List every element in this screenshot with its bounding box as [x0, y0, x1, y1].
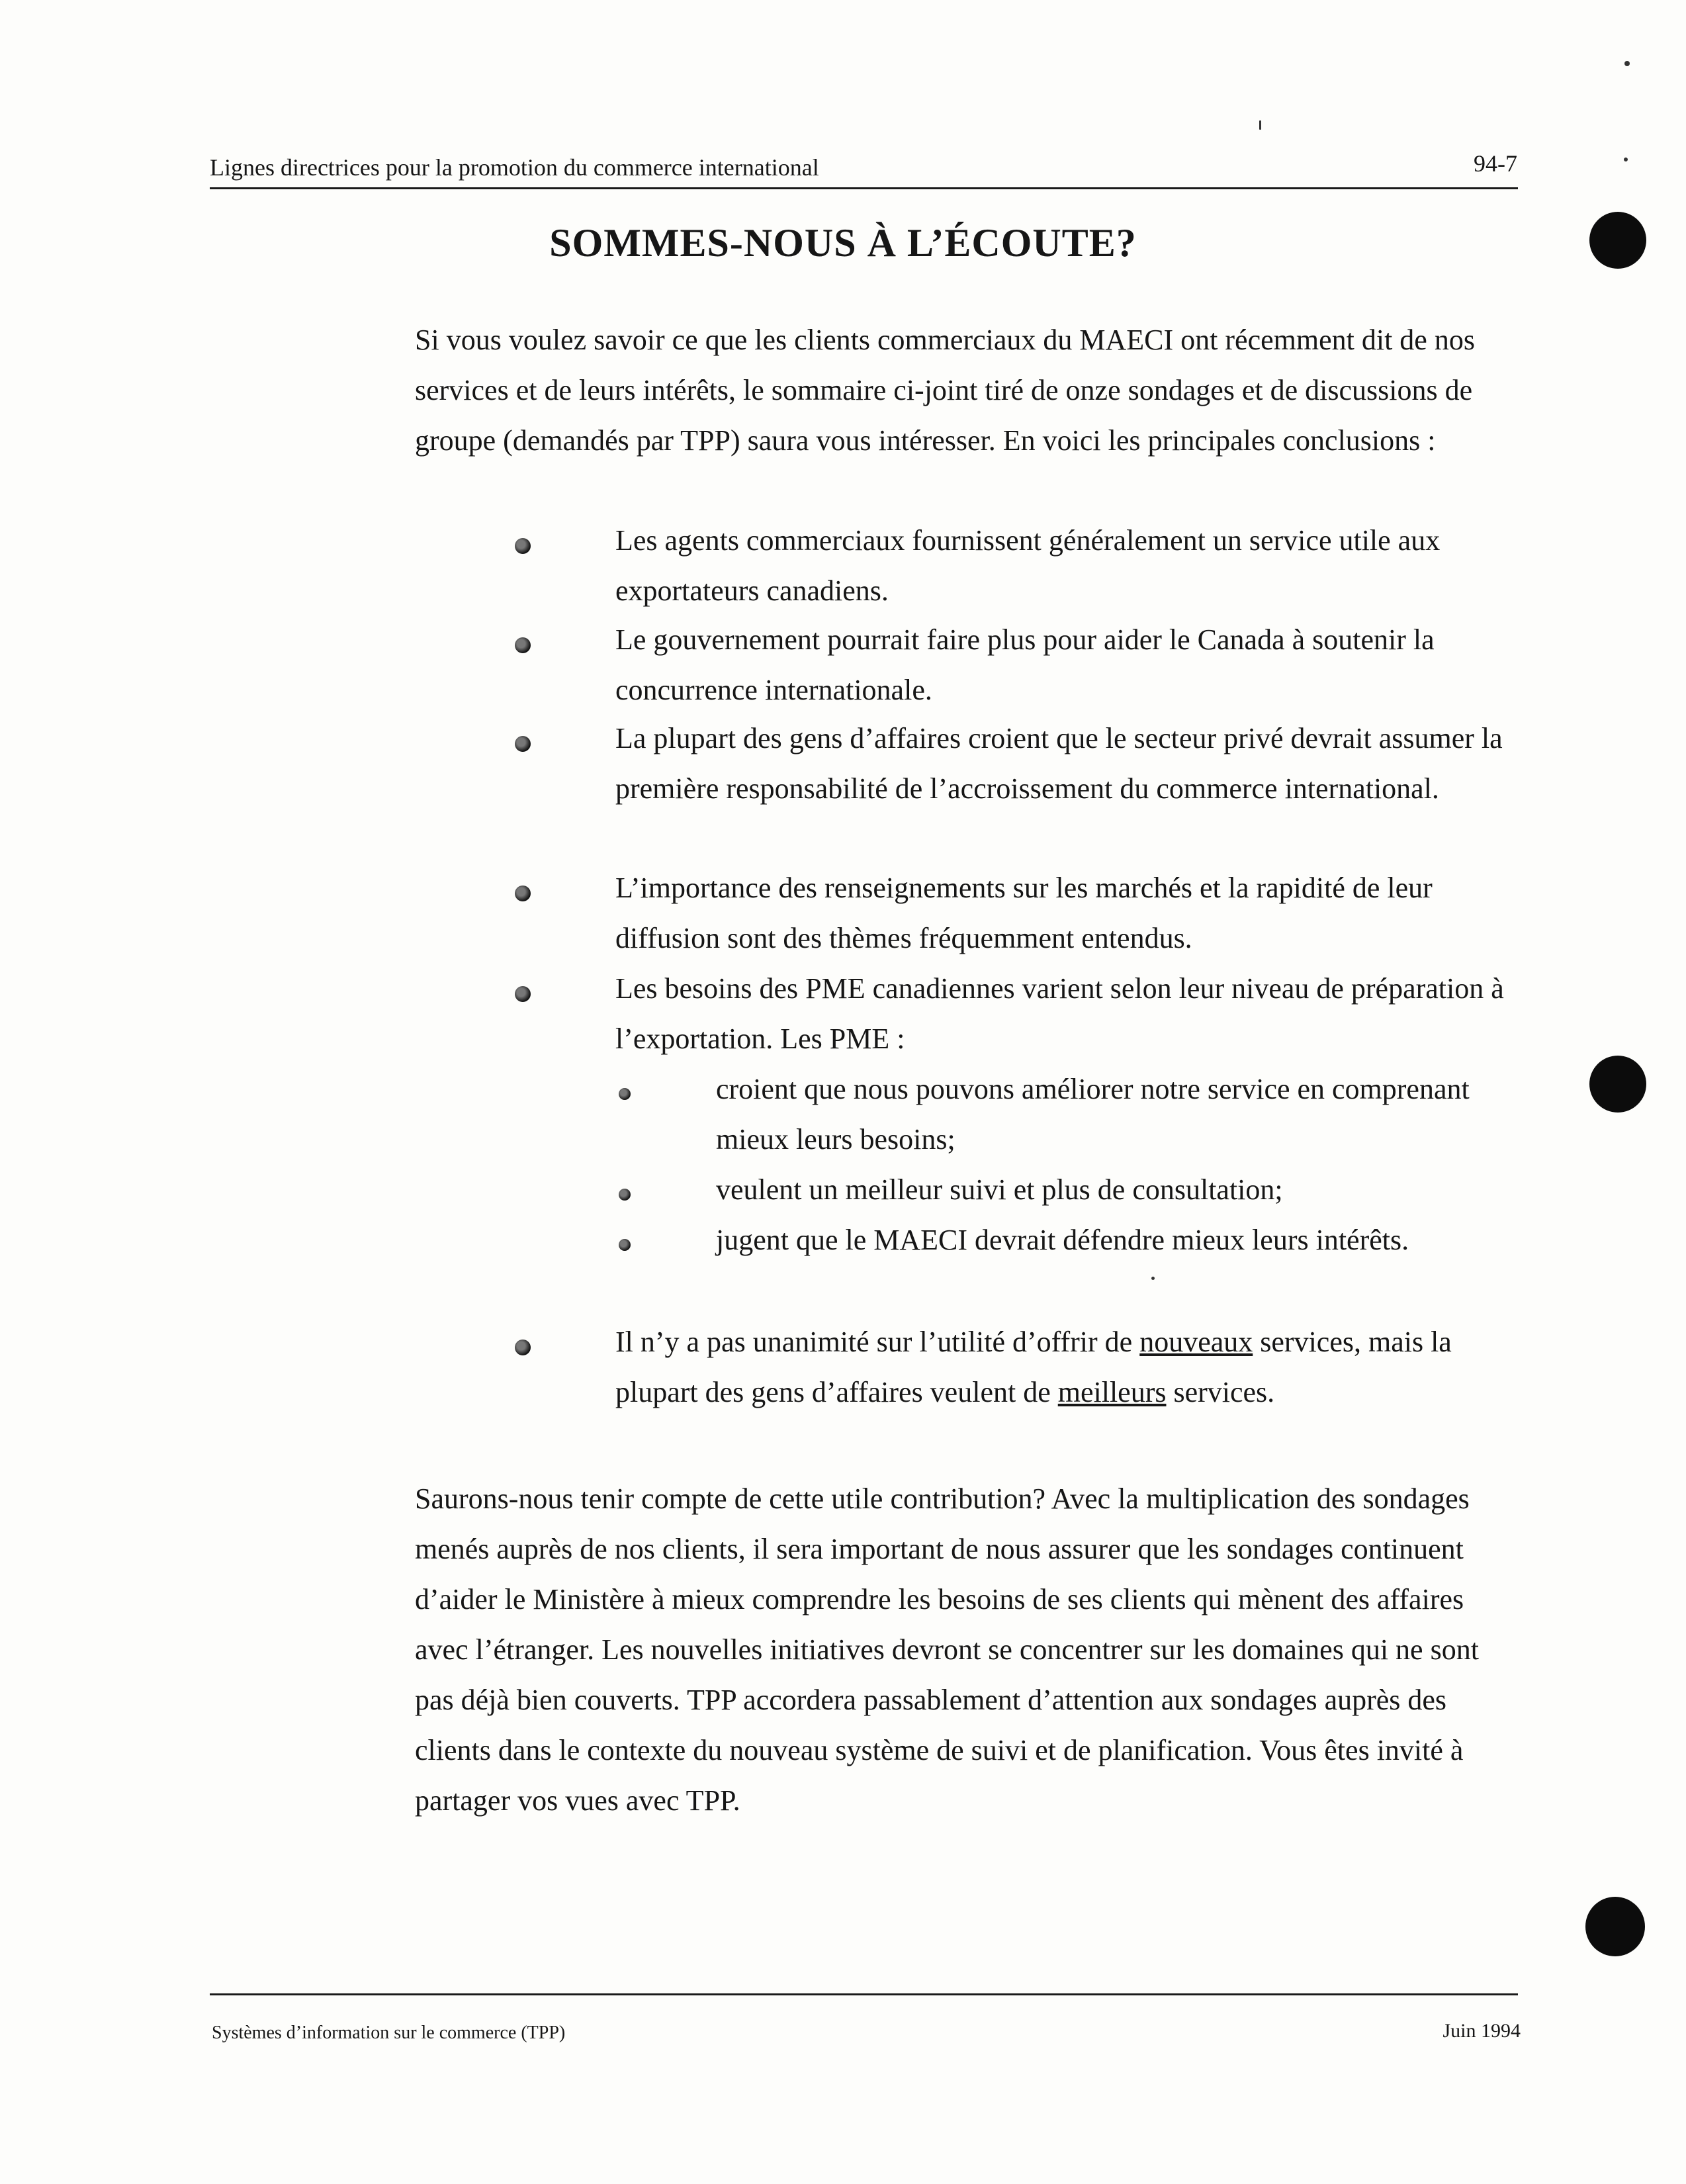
sub-bullet-icon: [619, 1088, 631, 1100]
scan-speck: [1151, 1277, 1155, 1280]
bullet-icon: [515, 886, 531, 901]
punch-hole: [1585, 1897, 1645, 1956]
footer-rule: [210, 1993, 1518, 1995]
header-rule: [210, 187, 1518, 189]
sub-list-item: jugent que le MAECI devrait défendre mieux leurs intérêts.: [716, 1224, 1409, 1256]
closing-paragraph: Saurons-nous tenir compte de cette utile contribution? Avec la multiplication des sondages menés auprès de nos clients, il sera important de nous assurer que les sondages continuent d’aider le Ministère à mieux comprendre les besoins de ses clients qui mènent des affaires avec l’étranger. Les nouvelles initiatives devront se concentrer sur les domaines qui ne sont pas déjà bien couverts. TPP accordera passablement d’attention aux sondages auprès des clients dans le contexte du nouveau système de suivi et de planification. Vous êtes invité à partager vos vues avec TPP.: [415, 1482, 1479, 1817]
footer-date: Juin 1994: [1442, 2020, 1521, 2042]
list-item: [615, 1317, 1515, 1418]
list-item: Les besoins des PME canadiennes varient selon leur niveau de préparation à l’exportation. Les PME :: [615, 972, 1504, 1055]
list-item: Le gouvernement pourrait faire plus pour aider le Canada à soutenir la concurrence internationale.: [615, 623, 1435, 706]
bullet-icon: [515, 986, 531, 1002]
page-title: SOMMES-NOUS À L’ÉCOUTE?: [549, 221, 1137, 265]
underlined-word: meilleurs: [1057, 1376, 1167, 1408]
bullet-icon: [515, 736, 531, 752]
list-item-text: Il n’y a pas unanimité sur l’utilité d’offrir de: [615, 1326, 1140, 1358]
sub-list-item: croient que nous pouvons améliorer notre service en comprenant mieux leurs besoins;: [716, 1073, 1470, 1156]
scan-speck: [1624, 158, 1628, 161]
list-item-text: services, mais la plupart des gens d’affaires veulent de: [615, 1326, 1452, 1408]
list-item: La plupart des gens d’affaires croient que le secteur privé devrait assumer la première responsabilité de l’accroissement du commerce international.: [615, 722, 1503, 805]
bullet-icon: [515, 1340, 531, 1355]
punch-hole: [1589, 1056, 1646, 1113]
underlined-word: nouveaux: [1139, 1326, 1253, 1358]
scan-speck: [1259, 120, 1261, 130]
running-header-title: Lignes directrices pour la promotion du commerce international: [210, 154, 819, 181]
sub-bullet-icon: [619, 1239, 631, 1251]
bullet-icon: [515, 637, 531, 653]
list-item: L’importance des renseignements sur les marchés et la rapidité de leur diffusion sont des thèmes fréquemment entendus.: [615, 872, 1433, 954]
list-item-text: services.: [1166, 1376, 1275, 1408]
scan-speck: [1624, 61, 1630, 66]
bullet-icon: [515, 538, 531, 554]
sub-bullet-icon: [619, 1189, 631, 1201]
footer-department: Systèmes d’information sur le commerce (TPP): [212, 2023, 566, 2043]
punch-hole: [1589, 212, 1646, 269]
sub-list-item: veulent un meilleur suivi et plus de consultation;: [716, 1173, 1283, 1206]
document-number: 94-7: [1474, 150, 1517, 177]
list-item: Les agents commerciaux fournissent généralement un service utile aux exportateurs canadiens.: [615, 524, 1441, 607]
intro-paragraph: Si vous voulez savoir ce que les clients commerciaux du MAECI ont récemment dit de nos services et de leurs intérêts, le sommaire ci-joint tiré de onze sondages et de discussions de groupe (demandés par TPP) saura vous intéresser. En voici les principales conclusions :: [415, 324, 1475, 457]
